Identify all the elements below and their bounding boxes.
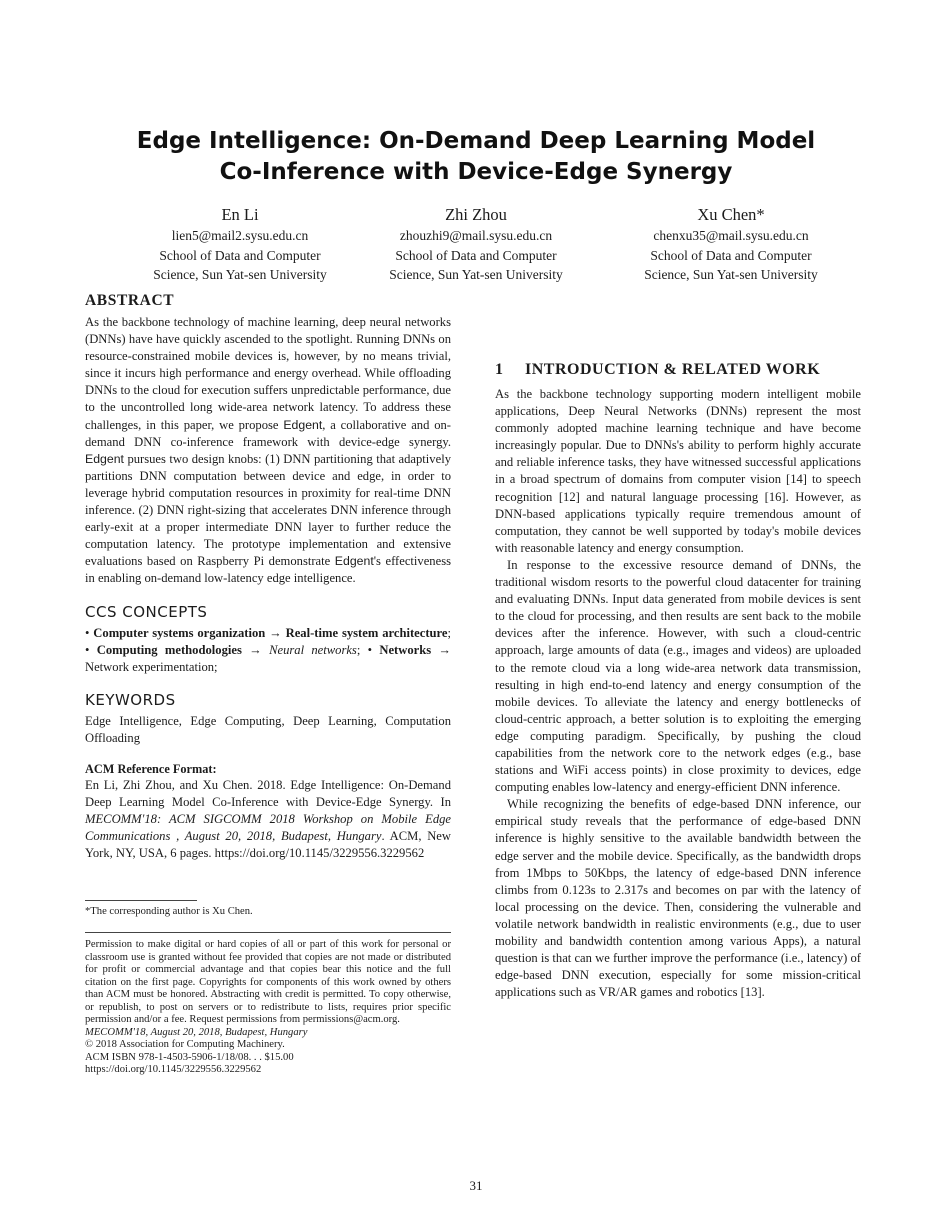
author-email: lien5@mail2.sysu.edu.cn	[171, 228, 309, 243]
arrow-separator: →	[265, 625, 286, 640]
arrow-separator: →	[431, 642, 452, 657]
section-number: 1	[495, 361, 504, 378]
author-affiliation: Science, Sun Yat-sen University	[153, 267, 327, 282]
isbn-line: ACM ISBN 978-1-4503-5906-1/18/08. . . $15.00	[85, 1051, 294, 1063]
reference-segment: . ACM, New York, NY, USA, 6 pages. https://doi.org/10.1145/3229556.3229562	[85, 829, 451, 861]
intro-paragraph: In response to the excessive resource demand of DNNs, the traditional wisdom resorts to the powerful cloud datacenter for training and evaluating DNNs. Input data generated from mobile devices is sent to the cloud for processing, and then results are sent back to the mobile devices after the inference. However, with such a cloud-centric approach, large amounts of data (e.g., images and videos) are uploaded to the remote cloud via a long wide-area network data transmission, resulting in high end-to-end latency and energy consumption of the mobile devices. To alleviate the latency and energy bottlenecks of cloud-centric approach, a better solution is to exploiting the emerging edge computing paradigm. Specifically, by pushing the cloud capabilities from the network core to the network edges (e.g., base stations and WiFi access points) in close proximity to devices, edge computing enables low-latency and energy-efficient DNN inference.	[495, 557, 861, 795]
author-block	[331, 204, 621, 285]
author-name: En Li	[221, 205, 259, 224]
author-affiliation: School of Data and Computer	[395, 247, 557, 263]
ccs-term: Computer systems organization	[93, 625, 266, 640]
ccs-term: Real-time system architecture	[285, 625, 448, 640]
title-line-1: Edge Intelligence: On-Demand Deep Learning Model	[136, 128, 816, 154]
page-number: 31	[469, 1178, 483, 1193]
author-name: Zhi Zhou	[445, 205, 507, 224]
ccs-concepts: • Computer systems organization → Real-time system architecture; • Computing methodologies → Neural networks; • Networks → Network experimentation;	[85, 625, 452, 674]
ccs-term: Computing methodologies	[96, 642, 242, 657]
section-title: INTRODUCTION & RELATED WORK	[525, 361, 821, 378]
abstract-heading: ABSTRACT	[85, 292, 175, 309]
abstract-segment: 's effectiveness in enabling on-demand low-latency edge intelligence.	[85, 554, 451, 586]
reference-format-heading: ACM Reference Format:	[85, 761, 217, 776]
author-name: Xu Chen*	[697, 205, 765, 224]
permission-rule	[85, 932, 451, 933]
author-affiliation: Science, Sun Yat-sen University	[389, 267, 563, 282]
system-name: Edgent	[85, 451, 124, 466]
left-column	[85, 291, 451, 862]
permission-text: Permission to make digital or hard copies of all or part of this work for personal or classroom use is granted without fee provided that copies are not made or distributed for profit or commercial advantage and that copies bear this notice and the full citation on the first page. Copyrights for components of this work owned by others than ACM must be honored. Abstracting with credit is permitted. To copy otherwise, or republish, to post on servers or to redistribute to lists, requires prior specific permission and/or a fee. Request permissions from permissions@acm.org.	[85, 939, 451, 1025]
ccs-heading: CCS CONCEPTS	[85, 602, 208, 621]
permission-block	[85, 939, 451, 1077]
abstract-segment: , a collaborative and on-demand DNN co-inference framework with device-edge synergy.	[85, 417, 451, 449]
right-column	[495, 360, 861, 1001]
author-affiliation: School of Data and Computer	[159, 247, 321, 263]
system-name: Edgent	[283, 417, 323, 432]
corresponding-author-footnote: *The corresponding author is Xu Chen.	[85, 906, 253, 917]
keywords-heading: KEYWORDS	[85, 690, 176, 709]
venue-line: MECOMM'18, August 20, 2018, Budapest, Hungary	[85, 1026, 308, 1038]
paper-title	[0, 126, 952, 188]
doi-line: https://doi.org/10.1145/3229556.3229562	[85, 1064, 262, 1075]
abstract-segment: pursues two design knobs: (1) DNN partitioning that adaptively partitions DNN computation between device and edge, in order to leverage hybrid computation resources in proximity for real-time DNN inference. (2) DNN right-sizing that accelerates DNN inference through early-exit at a proper intermediate DNN layer to further reduce the computation latency. The prototype implementation and extensive evaluations based on Raspberry Pi demonstrate	[85, 451, 451, 569]
author-email: zhouzhi9@mail.sysu.edu.cn	[399, 228, 553, 243]
footnote-rule	[85, 900, 197, 901]
abstract-segment: As the backbone technology of machine learning, deep neural networks (DNNs) have have quickly ascended to the spotlight. Running DNNs on resource-constrained mobile devices is, however, by no means trivial, since it incurs high performance and energy overhead. While offloading DNNs to the cloud for execution suffers unpredictable performance, due to the uncontrolled long wide-area network latency. To address these challenges, in this paper, we propose	[85, 315, 451, 432]
reference-segment: En Li, Zhi Zhou, and Xu Chen. 2018. Edge Intelligence: On-Demand Deep Learning Model Co-Inference with Device-Edge Synergy. In	[85, 777, 451, 810]
arrow-separator: →	[241, 642, 270, 657]
abstract-text	[85, 314, 451, 588]
intro-paragraph: While recognizing the benefits of edge-based DNN inference, our empirical study reveals that the performance of edge-based DNN inference is highly sensitive to the available bandwidth between the edge server and the mobile device. Specifically, as the bandwidth drops from 1Mbps to 50Kbps, the latency of edge-based DNN inference climbs from 0.123s to 2.317s and becomes on par with the latency of local processing on the device. Then, considering the vulnerable and volatile network bandwidth in realistic environments (e.g., due to user mobility and bandwidth contention among various Apps), a natural question is that can we further improve the performance (i.e., latency) of edge-based DNN execution, especially for some mission-critical applications such as VR/AR games and robotics [13].	[495, 797, 861, 1000]
author-affiliation: School of Data and Computer	[650, 247, 812, 263]
reference-format-text	[85, 777, 451, 862]
author-affiliation: Science, Sun Yat-sen University	[644, 267, 818, 282]
section-heading	[495, 360, 861, 380]
author-block	[586, 204, 876, 285]
title-line-2: Co-Inference with Device-Edge Synergy	[219, 159, 733, 185]
keywords-text: Edge Intelligence, Edge Computing, Deep Learning, Computation Offloading	[85, 713, 451, 745]
author-email: chenxu35@mail.sysu.edu.cn	[653, 228, 809, 243]
reference-venue: MECOMM'18: ACM SIGCOMM 2018 Workshop on Mobile Edge Communications , August 20, 2018, Budapest, Hungary	[85, 812, 451, 844]
ccs-term: Network experimentation;	[85, 659, 218, 674]
copyright-line: © 2018 Association for Computing Machinery.	[85, 1039, 285, 1050]
ccs-term: Networks	[379, 642, 432, 657]
ccs-term: Neural networks	[269, 642, 357, 657]
intro-paragraph: As the backbone technology supporting modern intelligent mobile applications, Deep Neural Networks (DNNs) represent the most commonly adopted machine learning technique and have become increasingly popular. Due to DNNs's ability to perform highly accurate and reliable inference tasks, they have witnessed successful applications in a broad spectrum of domains from computer vision [14] to speech recognition [12] and natural language processing [16]. However, as DNN-based applications typically require tremendous amount of computation, they cannot be well supported by today's mobile devices with reasonable latency and energy consumption.	[495, 387, 861, 555]
system-name: Edgent	[334, 554, 374, 569]
